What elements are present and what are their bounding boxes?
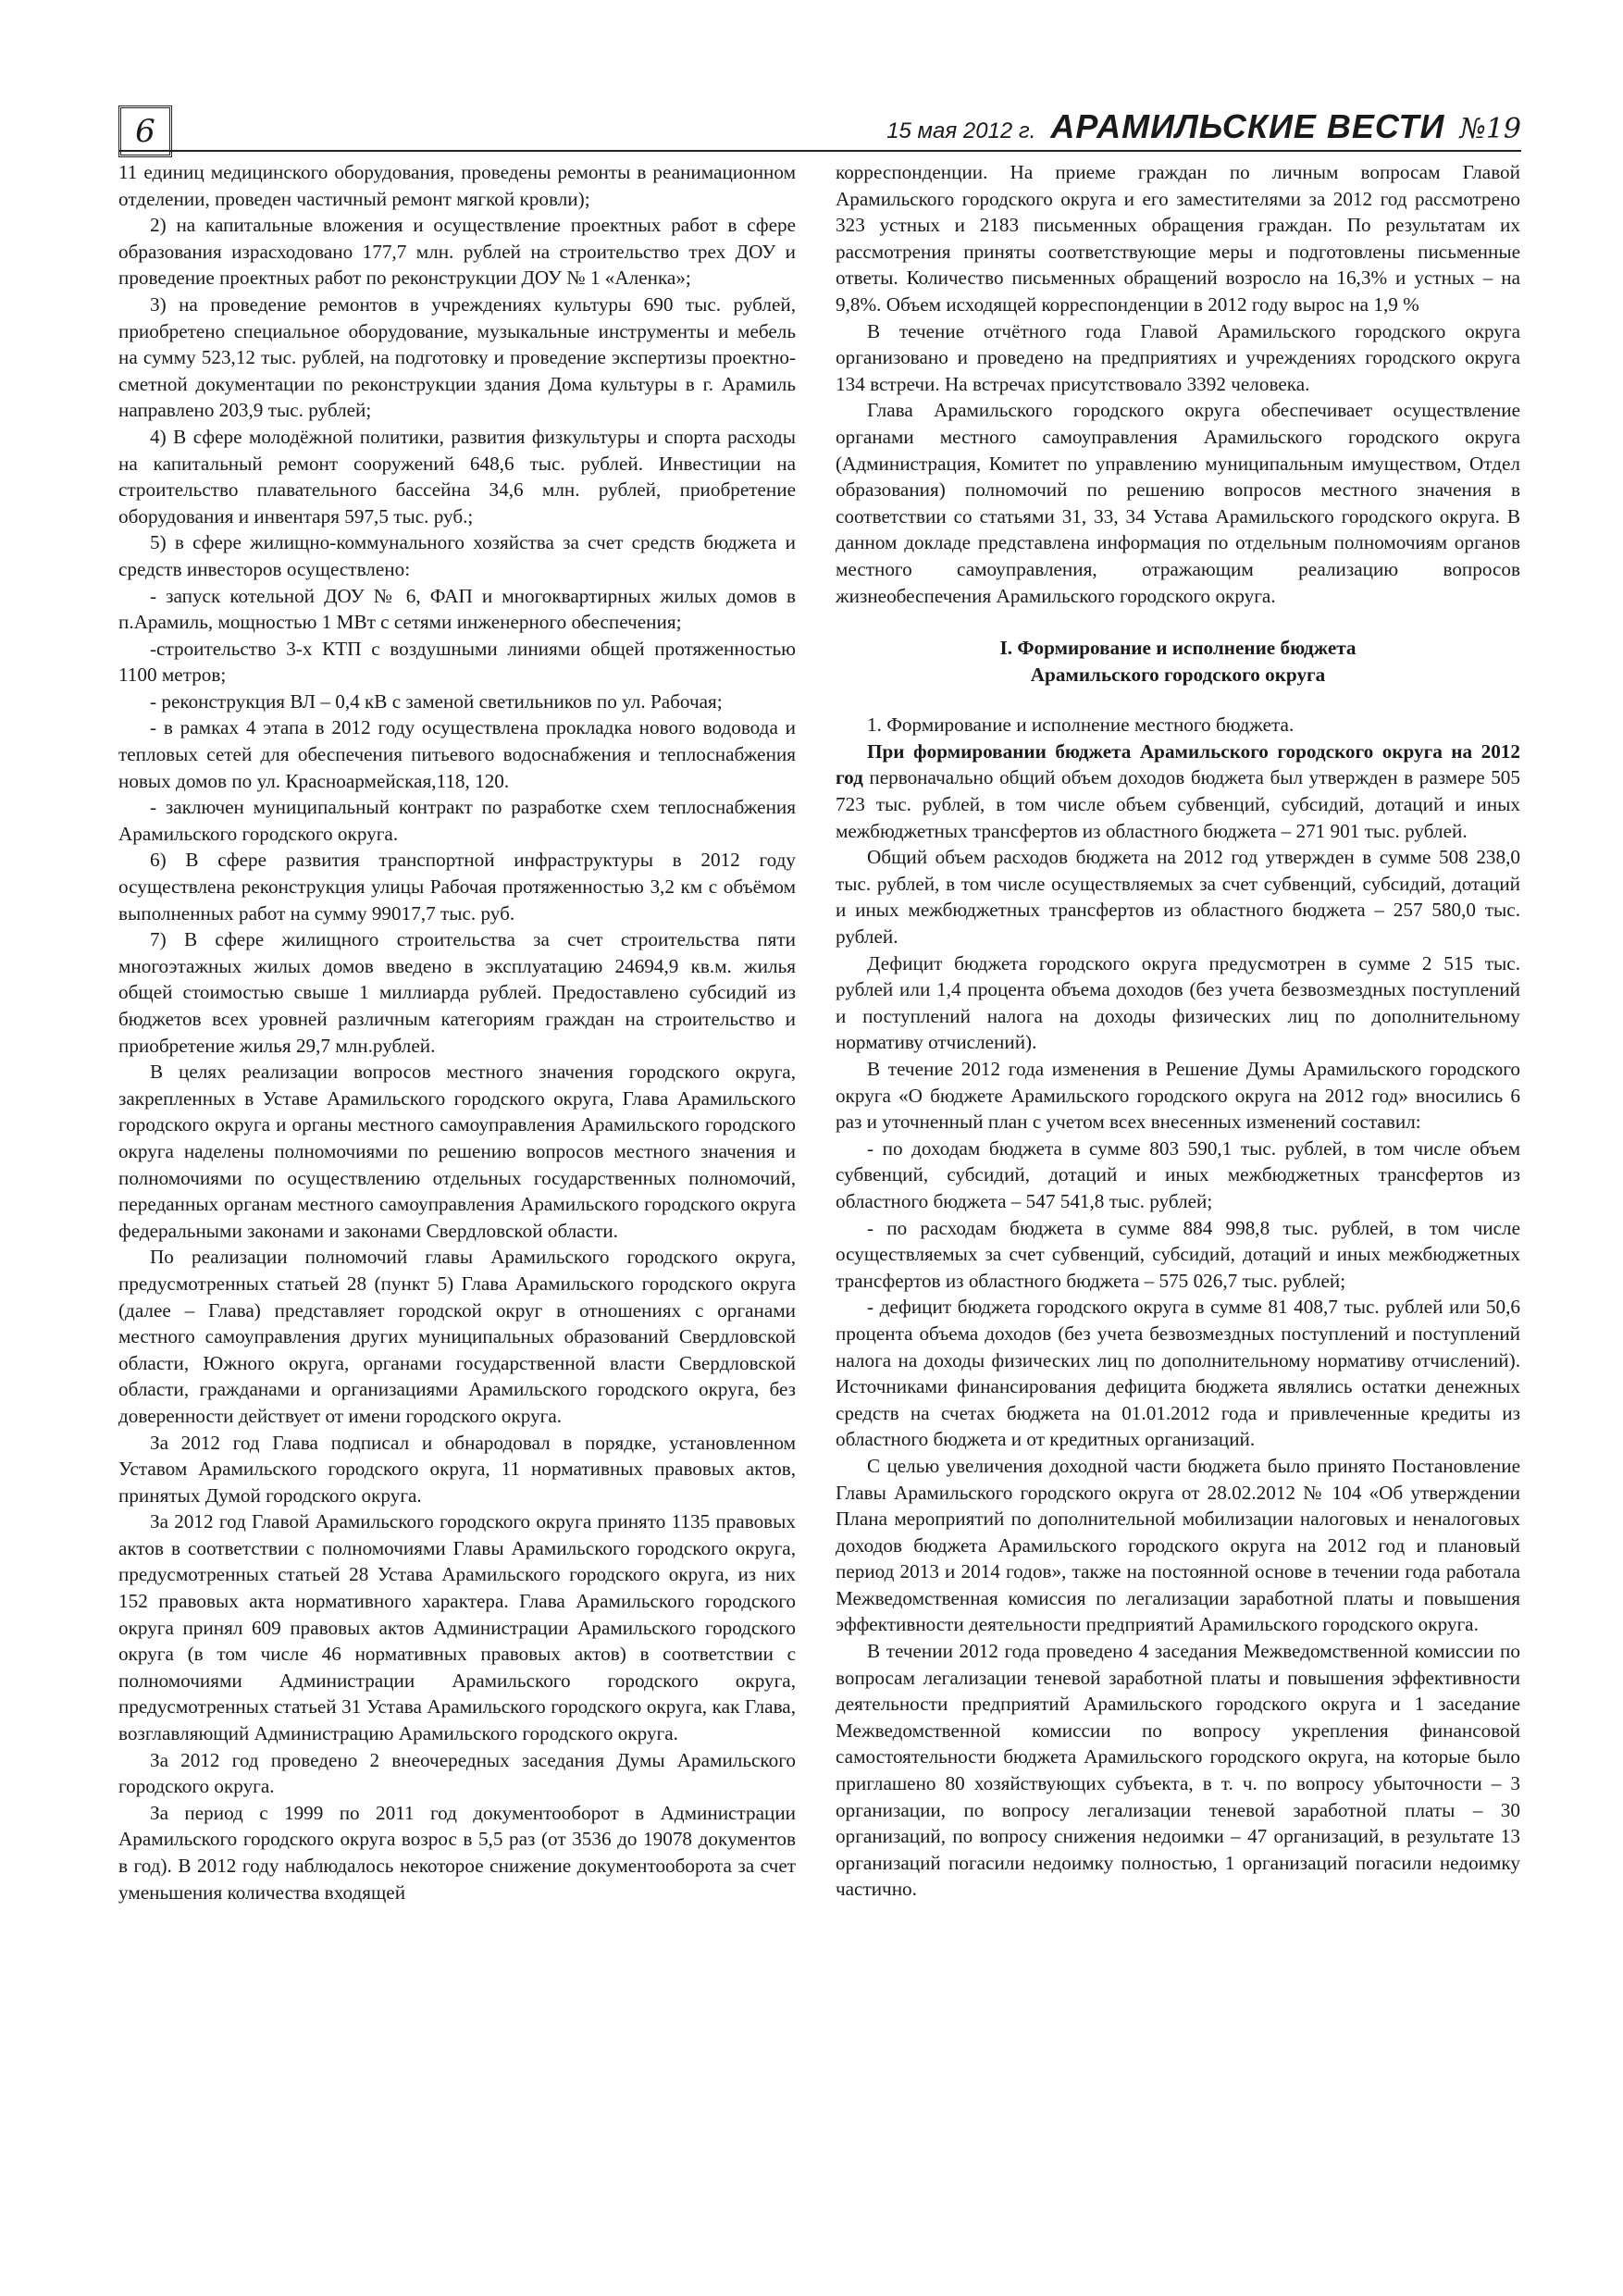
paragraph: В целях реализации вопросов местного значения городского округа, закрепленных в Уставе Арамильского городского округа, Глава Арамильского городского округа и органы местного самоуправления Арамильского городского округа наделены полномочиями по решению вопросов местного значения и полномочиями по осуществлению отдельных государственных полномочий, переданных органам местного самоуправления Арамильского городского округа федеральными законами и законами Свердловской области. bbox=[118, 1061, 796, 1242]
newspaper-title: АРАМИЛЬСКИЕ ВЕСТИ bbox=[1050, 107, 1445, 145]
paragraph: Глава Арамильского городского округа обеспечивает осуществление органами местного самоуправления Арамильского городского округа (Администрация, Комитет по управлению муниципальным имуществом, Отдел образования) полномочий по решению вопросов местного значения в соответствии со статьями 31, 33, 34 Устава Арамильского городского округа. В данном докладе представлена информация по отдельным полномочиям органов местного самоуправления, отражающим реализацию вопросов жизнеобеспечения Арамильского городского округа. bbox=[836, 399, 1520, 607]
issue-date: 15 мая 2012 г. bbox=[886, 118, 1036, 143]
paragraph: - запуск котельной ДОУ № 6, ФАП и многоквартирных жилых домов в п.Арамиль, мощностью 1 МВт с сетями инженерного обеспечения; bbox=[118, 584, 796, 634]
section-heading: I. Формирование и исполнение бюджета bbox=[999, 637, 1357, 660]
paragraph: 4) В сфере молодёжной политики, развития физкультуры и спорта расходы на капитальный ремонт сооружений 648,6 тыс. рублей. Инвестиции на строительство плавательного бассейна 34,6 млн. рублей, приобретение оборудования и инвентаря 597,5 тыс. руб.; bbox=[118, 425, 796, 527]
subsection-title: 1. Формирование и исполнение местного бюджета. bbox=[867, 714, 1295, 737]
paragraph: корреспонденции. На приеме граждан по личным вопросам Главой Арамильского городского округа и его заместителями за 2012 год рассмотрено 323 устных и 2183 письменных обращения граждан. По результатам их рассмотрения приняты соответствующие меры и подготовлены письменные ответы. Количество письменных обращений возросло на 16,3% и устных – на 9,8%. Объем исходящей корреспонденции в 2012 году вырос на 1,9 % bbox=[836, 161, 1520, 316]
left-column bbox=[118, 159, 796, 1905]
paragraph: По реализации полномочий главы Арамильского городского округа, предусмотренных статьей 28 (пункт 5) Глава Арамильского городского округа (далее – Глава) представляет городской округ в отношениях с органами местного самоуправления других муниципальных образований Свердловской области, Южного округа, органами государственной власти Свердловской области, гражданами и организациями Арамильского городского округа, без доверенности действует от имени городского округа. bbox=[118, 1246, 796, 1427]
paragraph: В течении 2012 года проведено 4 заседания Межведомственной комиссии по вопросам легализации теневой заработной платы и повышения эффективности деятельности предприятий Арамильского городского округа и 1 заседание Межведомственной комиссии по вопросу укрепления финансовой самостоятельности бюджета Арамильского городского округа, на которые было приглашено 80 хозяйствующих субъекта, в т. ч. по вопросу убыточности – 3 организации, по вопросу легализации теневой заработной платы – 30 организаций, по вопросу снижения недоимки – 47 организаций, в результате 13 организаций погасили недоимку полностью, 1 организаций погасили недоимку частично. bbox=[836, 1640, 1520, 1901]
page-number: 6 bbox=[118, 105, 172, 157]
paragraph: За период с 1999 по 2011 год документооборот в Администрации Арамильского городского округа возрос в 5,5 раз (от 3536 до 19078 документов в год). В 2012 году наблюдалось некоторое снижение документооборота за счет уменьшения количества входящей bbox=[118, 1801, 796, 1904]
paragraph: 11 единиц медицинского оборудования, проведены ремонты в реанимационном отделении, проведен частичный ремонт мягкой кровли); bbox=[118, 161, 796, 210]
masthead bbox=[886, 107, 1521, 146]
paragraph: - реконструкция ВЛ – 0,4 кВ с заменой светильников по ул. Рабочая; bbox=[150, 689, 723, 713]
lead-rest: первоначально общий объем доходов бюджета был утвержден в размере 505 723 тыс. рублей, в том числе объем субвенций, субсидий, дотаций и иных межбюджетных трансфертов из областного бюджета – 271 901 тыс. рублей. bbox=[836, 766, 1520, 842]
page-header bbox=[118, 104, 1521, 152]
right-column bbox=[836, 159, 1520, 1903]
paragraph: 7) В сфере жилищного строительства за счет строительства пяти многоэтажных жилых домов введено в эксплуатацию 24694,9 кв.м. жилья общей стоимостью свыше 1 миллиарда рублей. Предоставлено субсидий из бюджетов всех уровней различным категориям граждан на строительство и приобретение жилья 29,7 млн.рублей. bbox=[118, 928, 796, 1057]
issue-number: №19 bbox=[1459, 113, 1521, 145]
paragraph: Дефицит бюджета городского округа предусмотрен в сумме 2 515 тыс. рублей или 1,4 процента объема доходов (без учета безвозмездных поступлений и поступлений налога на доходы физических лиц по дополнительному нормативу отчислений). bbox=[836, 951, 1520, 1054]
paragraph: - по расходам бюджета в сумме 884 998,8 тыс. рублей, в том числе осуществляемых за счет субвенций, субсидий, дотаций и иных межбюджетных трансфертов из областного бюджета – 575 026,7 тыс. рублей; bbox=[836, 1216, 1520, 1292]
paragraph: - дефицит бюджета городского округа в сумме 81 408,7 тыс. рублей или 50,6 процента объема доходов (без учета безвозмездных поступлений и поступлений налога на доходы физических лиц по дополнительному нормативу отчислений). Источниками финансирования дефицита бюджета являлись остатки денежных средств на счетах бюджета на 01.01.2012 года и привлеченные кредиты из областного бюджета и от кредитных организаций. bbox=[836, 1296, 1520, 1451]
bold-lead: При формировании бюджета Арамильского городского округа на 2012 год bbox=[836, 739, 1520, 789]
header-rule bbox=[118, 150, 1521, 152]
paragraph: - в рамках 4 этапа в 2012 году осуществлена прокладка нового водовода и тепловых сетей для обеспечения питьевого водоснабжения и теплоснабжения новых домов по ул. Красноармейская,118, 120. bbox=[118, 716, 796, 792]
paragraph: - заключен муниципальный контракт по разработке схем теплоснабжения Арамильского городского округа. bbox=[118, 796, 796, 845]
paragraph: За 2012 год Глава подписал и обнародовал в порядке, установленном Уставом Арамильского городского округа, 11 нормативных правовых актов, принятых Думой городского округа. bbox=[118, 1431, 796, 1507]
paragraph: 5) в сфере жилищно-коммунального хозяйства за счет средств бюджета и средств инвесторов осуществлено: bbox=[118, 531, 796, 580]
paragraph: За 2012 год Главой Арамильского городского округа принято 1135 правовых актов в соответствии с полномочиями Главы Арамильского городского округа, предусмотренных статьей 28 Устава Арамильского городского округа, из них 152 правовых акта нормативного характера. Глава Арамильского городского округа принял 609 правовых актов Администрации Арамильского городского округа (в том числе 46 нормативных правовых актов) в соответствии с полномочиями Администрации Арамильского городского округа, предусмотренных статьей 31 Устава Арамильского городского округа, как Глава, возглавляющий Администрацию Арамильского городского округа. bbox=[118, 1510, 796, 1745]
paragraph: 6) В сфере развития транспортной инфраструктуры в 2012 году осуществлена реконструкция улицы Рабочая протяженностью 3,2 км с объёмом выполненных работ на сумму 99017,7 тыс. руб. bbox=[118, 849, 796, 925]
paragraph: С целью увеличения доходной части бюджета было принято Постановление Главы Арамильского городского округа от 28.02.2012 № 104 «Об утверждении Плана мероприятий по дополнительной мобилизации налоговых и неналоговых доходов бюджета Арамильского городского округа на 2012 год и плановый период 2013 и 2014 годов», также на постоянной основе в течении года работала Межведомственная комиссия по легализации заработной платы и повышения эффективности деятельности предприятий Арамильского городского округа. bbox=[836, 1454, 1520, 1636]
paragraph: Общий объем расходов бюджета на 2012 год утвержден в сумме 508 238,0 тыс. рублей, в том числе осуществляемых за счет субвенций, субсидий, дотаций и иных межбюджетных трансфертов из областного бюджета – 257 580,0 тыс. рублей. bbox=[836, 846, 1520, 949]
paragraph: В течение 2012 года изменения в Решение Думы Арамильского городского округа «О бюджете Арамильского городского округа на 2012 год» вносились 6 раз и уточненный план с учетом всех внесенных изменений составил: bbox=[836, 1058, 1520, 1134]
paragraph bbox=[836, 738, 1520, 844]
paragraph: -строительство 3-х КТП с воздушными линиями общей протяженностью 1100 метров; bbox=[118, 637, 796, 687]
paragraph: За 2012 год проведено 2 внеочередных заседания Думы Арамильского городского округа. bbox=[118, 1748, 796, 1798]
paragraph: 3) на проведение ремонтов в учреждениях культуры 690 тыс. рублей, приобретено специальное оборудование, музыкальные инструменты и мебель на сумму 523,12 тыс. рублей, на подготовку и проведение экспертизы проектно-сметной документации по реконструкции здания Дома культуры в г. Арамиль направлено 203,9 тыс. рублей; bbox=[118, 292, 796, 422]
paragraph: - по доходам бюджета в сумме 803 590,1 тыс. рублей, в том числе объем субвенций, субсидий, дотаций и иных межбюджетных трансфертов из областного бюджета – 547 541,8 тыс. рублей; bbox=[836, 1136, 1520, 1212]
paragraph: В течение отчётного года Главой Арамильского городского округа организовано и проведено на предприятиях и учреждениях городского округа 134 встречи. На встречах присутствовало 3392 человека. bbox=[836, 319, 1520, 395]
section-heading-line2: Арамильского городского округа bbox=[1030, 663, 1326, 686]
paragraph: 2) на капитальные вложения и осуществление проектных работ в сфере образования израсходовано 177,7 млн. рублей на строительство трех ДОУ и проведение проектных работ по реконструкции ДОУ № 1 «Аленка»; bbox=[118, 214, 796, 290]
